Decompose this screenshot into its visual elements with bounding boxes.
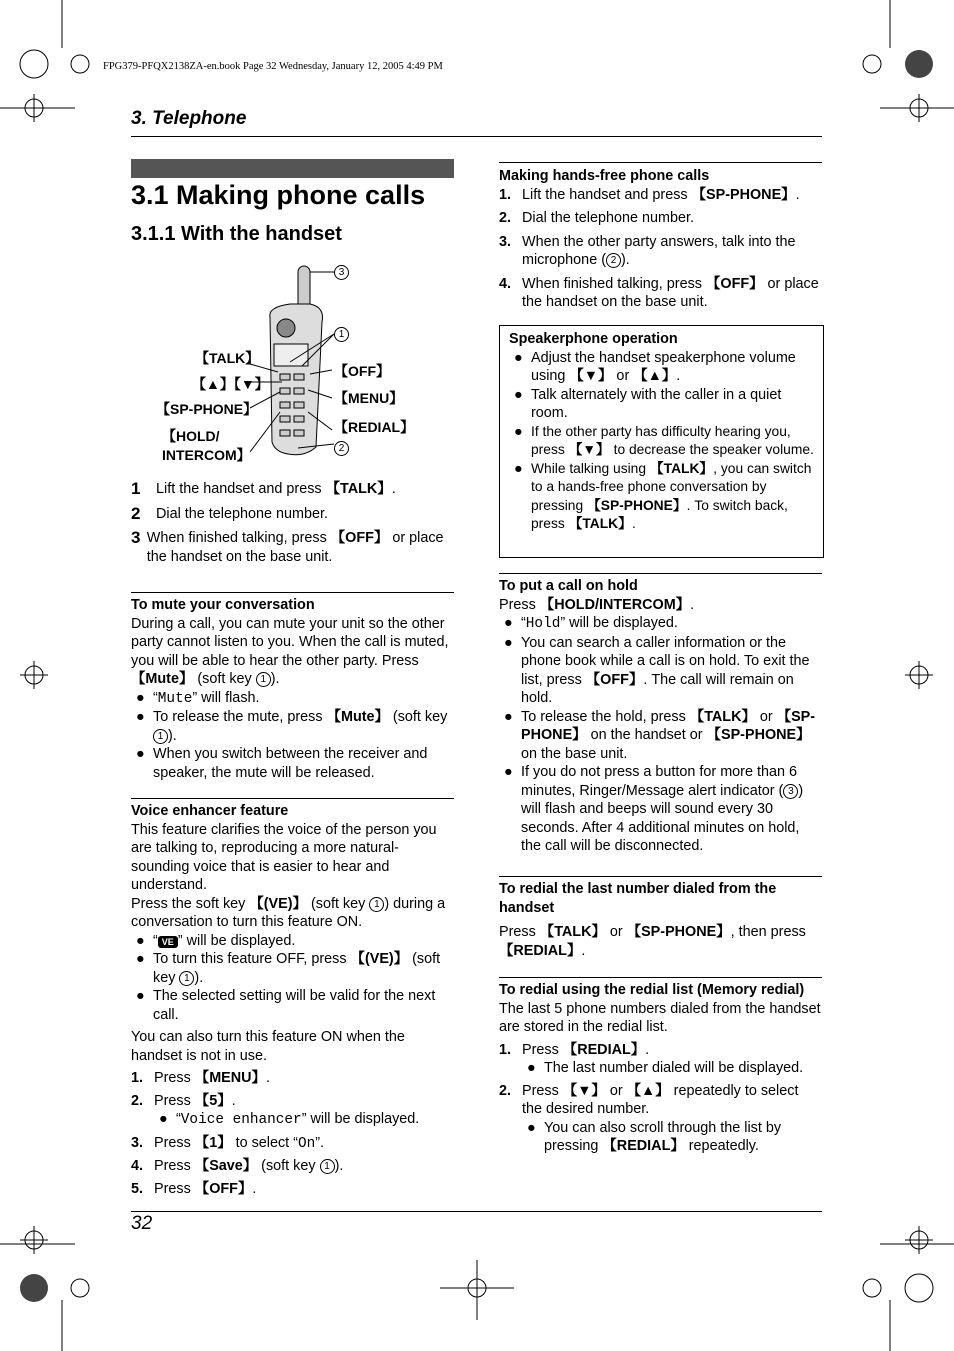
- label-hold-line2: INTERCOM】: [162, 447, 251, 463]
- speaker-bullet-4: ● While talking using 【TALK】, you can switch to a hands-free phone conversation by pressing 【SP-PHONE】. To switch back, press 【TALK】.: [514, 460, 812, 531]
- step-number: 3: [131, 528, 141, 547]
- hold-press: Press 【HOLD/INTERCOM】.: [499, 596, 695, 613]
- step-number: 2: [131, 503, 141, 523]
- callout-2: 2: [334, 441, 349, 456]
- mute-bullet-3: ● When you switch between the receiver and speaker, the mute will be released.: [136, 746, 428, 781]
- handsfree-step-3: 3. When the other party answers, talk into the microphone ( 2 ).: [499, 233, 796, 268]
- voice-rule: [131, 798, 454, 799]
- footer-rule: [131, 1211, 822, 1212]
- voice-section: [131, 802, 454, 1198]
- redial-section: [499, 880, 822, 960]
- mute-bullet-2: ● To release the mute, press 【Mute】 (soft key 1 ).: [136, 709, 448, 744]
- voice-step-4: 4. Press 【Save】 (soft key 1 ).: [131, 1158, 344, 1174]
- step-2: [131, 505, 454, 524]
- step-text: Lift the handset and press: [156, 481, 326, 497]
- hold-section: [499, 577, 822, 856]
- callout-1: 1: [334, 327, 349, 342]
- step-text: .: [391, 481, 396, 497]
- title-bar: [131, 159, 454, 178]
- step-1: [131, 480, 454, 499]
- voice-step-1: 1. Press 【MENU】.: [131, 1070, 270, 1086]
- mute-rule: [131, 592, 454, 593]
- label-menu: 【MENU】: [334, 390, 404, 406]
- label-hold-line1: 【HOLD/: [162, 428, 220, 444]
- speaker-bullet-3: ● If the other party has difficulty hearing you, press 【▼】 to decrease the speaker volume.: [514, 423, 814, 457]
- voice-body: This feature clarifies the voice of the person you are talking to, reproducing a more natural-sounding voice that is easier to hear and understand.: [131, 821, 437, 893]
- mute-body: During a call, you can mute your unit so the other party cannot listen to you. When the call is muted, you will be able to hear the other party. Press 【Mute】 (soft key 1 ).: [131, 615, 449, 687]
- voice-step-3: 3. Press 【1】 to select “On”.: [131, 1134, 325, 1152]
- page-title: 3.1 Making phone calls: [131, 180, 426, 210]
- redial-body: Press 【TALK】 or 【SP-PHONE】, then press 【REDIAL】.: [499, 924, 806, 959]
- step-text: or place the handset on the base unit.: [146, 530, 444, 565]
- step-text: When finished talking, press: [146, 530, 331, 546]
- hold-heading: To put a call on hold: [499, 578, 638, 594]
- voice-step-2-bullet: ● “Voice enhancer” will be displayed.: [159, 1111, 420, 1128]
- handsfree-step-2: 2. Dial the telephone number.: [499, 210, 695, 226]
- subsection-title: 3.1.1 With the handset: [131, 223, 342, 245]
- hold-bullet-3: ● To release the hold, press 【TALK】 or 【SP-PHONE】 on the handset or 【SP-PHONE】 on the base unit.: [504, 708, 816, 762]
- voice-heading: Voice enhancer feature: [131, 803, 289, 819]
- voice-bullet-3: ● The selected setting will be valid for the next call.: [136, 988, 436, 1023]
- handsfree-rule: [499, 162, 822, 163]
- label-redial: 【REDIAL】: [334, 419, 415, 435]
- voice-step-5: 5. Press 【OFF】.: [131, 1180, 257, 1197]
- memory-step-2: 2. Press 【▼】 or 【▲】 repeatedly to select the desired number.: [499, 1082, 799, 1117]
- voice-step-2: 2. Press 【5】.: [131, 1092, 236, 1109]
- callout-3: 3: [334, 265, 349, 280]
- ve-icon: VE: [158, 936, 178, 948]
- hold-bullet-1: ● “Hold” will be displayed.: [504, 615, 678, 632]
- step-number: 1: [131, 479, 141, 498]
- header-rule: [131, 136, 822, 137]
- hold-bullet-2: ● You can search a caller information or the phone book while a call is on hold. To exit the list, press 【OFF】. The call will remain on hold.: [504, 634, 810, 706]
- voice-bullet-1: ● “ VE ” will be displayed.: [136, 932, 296, 949]
- speaker-bullet-1: ● Adjust the handset speakerphone volume using 【▼】 or 【▲】.: [514, 349, 796, 384]
- step-text: Dial the telephone number.: [156, 505, 329, 522]
- mute-heading: To mute your conversation: [131, 597, 315, 613]
- speaker-bullet-2: ● Talk alternately with the caller in a quiet room.: [514, 386, 782, 421]
- memory-rule: [499, 977, 822, 978]
- voice-also: You can also turn this feature ON when the handset is not in use.: [131, 1029, 405, 1064]
- handsfree-step-4: 4. When finished talking, press 【OFF】 or place the handset on the base unit.: [499, 275, 819, 310]
- mute-section: [131, 596, 454, 782]
- handsfree-heading: Making hands-free phone calls: [499, 168, 710, 184]
- page-number: 32: [131, 1213, 153, 1234]
- left-column: [131, 480, 454, 572]
- speakerphone-heading: Speakerphone operation: [509, 331, 678, 347]
- hold-rule: [499, 573, 822, 574]
- hold-bullet-4: ● If you do not press a button for more than 6 minutes, Ringer/Message alert indicator ( 3 ) will flash and beeps will sound every 30 seconds. After 4 additional minutes on hold, the call will be disconnected.: [504, 764, 804, 854]
- voice-press: Press the soft key 【(VE)】 (soft key 1 ) during a conversation to turn this feature ON.: [131, 895, 446, 930]
- memory-heading: To redial using the redial list (Memory redial): [499, 982, 805, 998]
- key-label: 【TALK】: [325, 481, 392, 497]
- memory-section: [499, 981, 822, 1156]
- speakerphone-section: [509, 330, 814, 534]
- label-off: 【OFF】: [334, 363, 390, 379]
- label-updown: 【▲】【▼】: [192, 376, 269, 392]
- mute-bullet-1: ● “Mute” will flash.: [136, 689, 260, 707]
- memory-step-1-bullet: ● The last number dialed will be displayed.: [527, 1060, 804, 1076]
- handsfree-step-1: 1. Lift the handset and press 【SP-PHONE】.: [499, 186, 800, 203]
- memory-step-2-bullet: ● You can also scroll through the list by pressing 【REDIAL】 repeatedly.: [527, 1119, 782, 1154]
- step-3: [131, 529, 454, 566]
- redial-heading: To redial the last number dialed from the handset: [499, 881, 777, 916]
- handsfree-section: [499, 167, 822, 312]
- section-header: 3. Telephone: [131, 108, 247, 129]
- memory-body: The last 5 phone numbers dialed from the handset are stored in the redial list.: [499, 1000, 821, 1035]
- memory-step-1: 1. Press 【REDIAL】.: [499, 1041, 650, 1058]
- key-label: 【OFF】: [330, 530, 389, 546]
- label-talk: 【TALK】: [195, 350, 260, 366]
- voice-bullet-2: ● To turn this feature OFF, press 【(VE)】 (soft key 1 ).: [136, 951, 441, 986]
- file-info: FPG379-PFQX2138ZA-en.book Page 32 Wednesday, January 12, 2005 4:49 PM: [103, 61, 443, 72]
- redial-rule: [499, 876, 822, 877]
- label-spphone: 【SP-PHONE】: [156, 401, 258, 417]
